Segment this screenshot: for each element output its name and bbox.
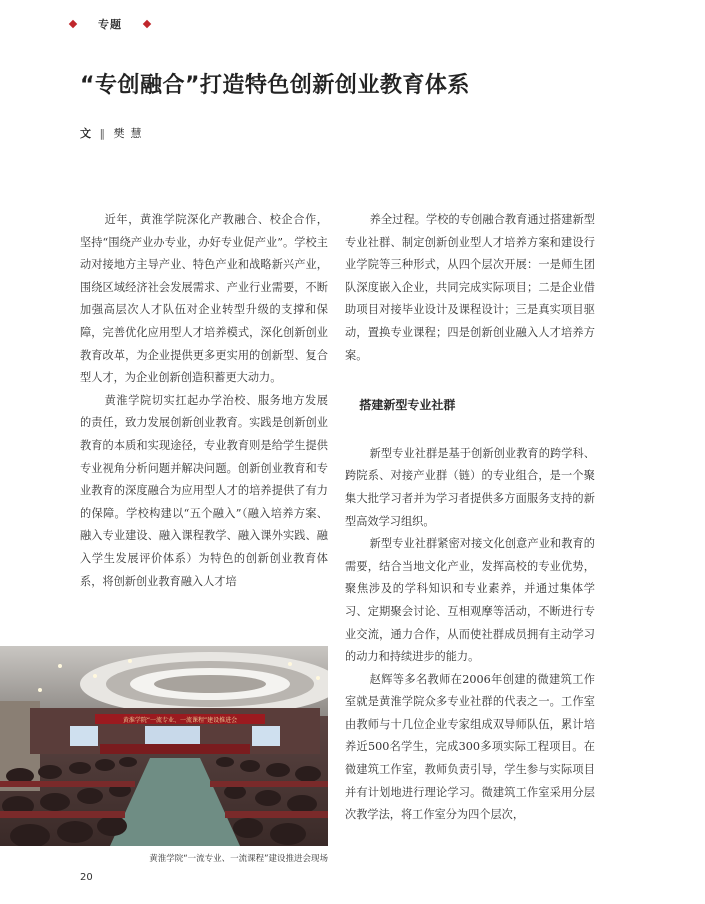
paragraph: 赵辉等多名教师在2006年创建的微建筑工作室就是黄淮学院众多专业社群的代表之一。工作室由教师与十几位企业专家组成双导师队伍，累计培养近500名学生，完成300多项实际工程项目。在微建筑工作室，教师负责引导，学生参与实际项目并有计划地进行理论学习。微建筑工作室采用分层次教学法，将工作室分为四个层次，: [345, 672, 595, 822]
byline-label: 文: [80, 127, 91, 140]
paragraph: 黄淮学院切实扛起办学治校、服务地方发展的责任，致力发展创新创业教育。实践是创新创业教育的本质和实现途径，专业教育则是给学生提供专业视角分析问题并解决问题。创新创业教育和专业教育的深度融合为应用型人才的培养提供了有力的保障。学校构建以“五个融入”（融入培养方案、融入专业建设、融入课程教学、融入课外实践、融入学生发展评价体系）为特色的创新创业教育体系，将创新创业教育融入人才培: [80, 393, 328, 588]
author-name: 樊慧: [113, 127, 148, 140]
section-header: [70, 14, 150, 34]
left-column: [80, 209, 328, 593]
right-column: [345, 209, 595, 827]
conference-photo: [0, 646, 328, 846]
article-title: “专创融合”打造特色创新创业教育体系: [80, 73, 470, 98]
paragraph: 养全过程。学校的专创融合教育通过搭建新型专业社群、制定创新创业型人才培养方案和建设行业学院等三种形式，从四个层次开展：一是师生团队深度嵌入企业，共同完成实际项目；二是企业借助项目对接毕业设计及课程设计；三是真实项目驱动，置换专业课程；四是创新创业融入人才培养方案。: [345, 213, 595, 362]
photo-caption: 黄淮学院“一流专业、一流课程”建设推进会现场: [149, 854, 328, 864]
section-subheading: 搭建新型专业社群: [359, 398, 456, 413]
paragraph: 近年，黄淮学院深化产教融合、校企合作，坚持“围绕产业办专业，办好专业促产业”。学校主动对接地方主导产业、特色产业和战略新兴产业，围绕区域经济社会发展需求、产业行业需要，不断加强高层次人才队伍对企业转型升级的支撑和保障，完善优化应用型人才培养模式，深化创新创业教育改革，为企业提供更多更实用的创新型、复合型人才，为企业创新创造积蓄更大动力。: [80, 213, 328, 385]
byline: [80, 125, 148, 141]
section-label: 专题: [98, 18, 122, 31]
diamond-icon: [69, 20, 77, 28]
paragraph: 新型专业社群紧密对接文化创意产业和教育的需要，结合当地文化产业，发挥高校的专业优势，聚焦涉及的学科知识和专业素养，并通过集体学习、定期聚会讨论、互相观摩等活动，不断进行专业交流，通力合作，从而使社群成员拥有主动学习的动力和持续进步的能力。: [345, 537, 595, 664]
diamond-icon: [143, 20, 151, 28]
page-number: 20: [80, 872, 93, 883]
byline-separator: ‖: [99, 127, 105, 140]
stage-banner: 黄淮学院“一流专业、一流课程”建设推进会: [122, 717, 238, 724]
paragraph: 新型专业社群是基于创新创业教育的跨学科、跨院系、对接产业群（链）的专业组合，是一个聚集大批学习者并为学习者提供多方面服务支持的新型高效学习组织。: [345, 446, 595, 528]
